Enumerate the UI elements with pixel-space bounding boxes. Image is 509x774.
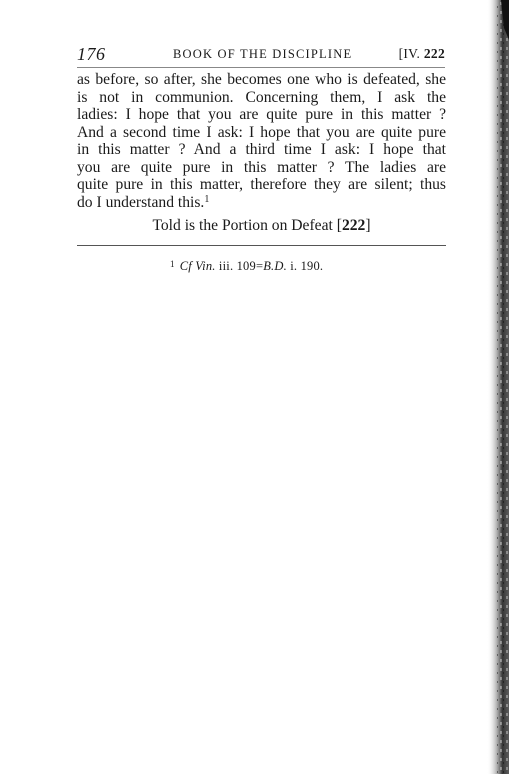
body-line-text: do I understand this. (77, 193, 205, 211)
body-line: quite pure in this matter, therefore they are silent; thus (77, 176, 446, 193)
running-title: BOOK OF THE DISCIPLINE (173, 47, 353, 61)
section-number: 222 (423, 46, 445, 61)
closing-text: Told is the Portion on Defeat (152, 217, 333, 234)
footnote-bd: B.D. (263, 259, 287, 273)
footnote-cf: Cf Vin. (179, 259, 216, 273)
footnote-marker: 1 (170, 259, 175, 269)
header-rule (77, 67, 445, 68)
footnote-reference: 1 (204, 193, 210, 205)
closing-bracket-close: ] (365, 217, 371, 234)
section-reference (399, 46, 445, 62)
footnote (170, 259, 323, 274)
closing-line (77, 217, 446, 235)
body-line: in this matter ? And a third time I ask: I hope that (77, 141, 446, 158)
body-line: you are quite pure in this matter ? The ladies are (77, 158, 446, 176)
body-line: And a second time I ask: I hope that you are quite pure (77, 123, 446, 141)
body-line: as before, so after, she becomes one who is defeated, she (77, 71, 446, 88)
footnote-ref-a: iii. 109= (215, 259, 264, 273)
binding-edge-shadow (487, 0, 509, 774)
body-line: is not in communion. Concerning them, I ask the (77, 88, 446, 106)
body-paragraph (77, 71, 446, 211)
page-header (77, 44, 445, 64)
closing-bracket-open: [ (336, 217, 342, 234)
closing-number: 222 (341, 217, 366, 234)
body-line: ladies: I hope that you are quite pure in this matter ? (77, 106, 446, 123)
footnote-ref-b: i. 190. (286, 259, 324, 273)
page-number: 176 (77, 44, 106, 64)
section-prefix: [IV. (398, 46, 421, 61)
footnote-rule (77, 245, 446, 246)
body-line-last (77, 194, 446, 212)
